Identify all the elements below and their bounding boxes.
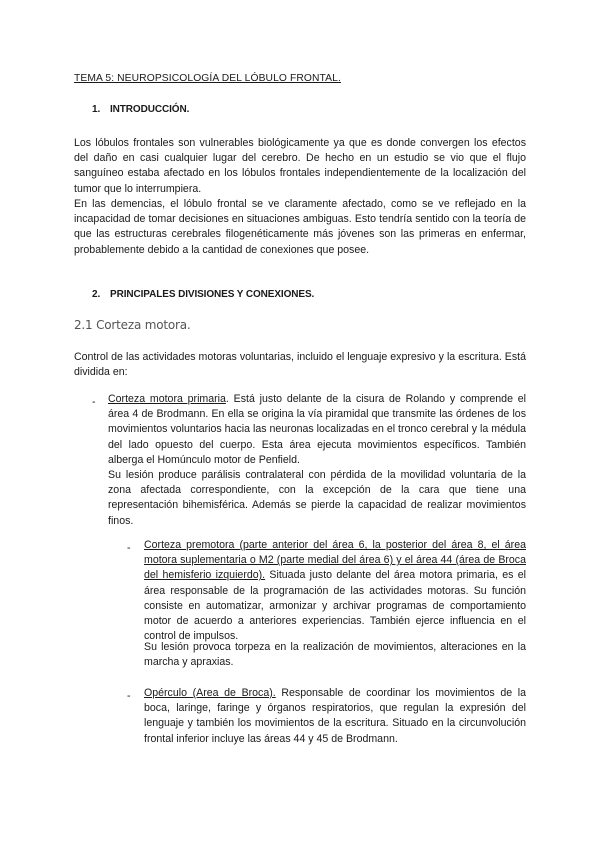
premotor-cortex-item [144,538,526,644]
term-corteza-premotora: Corteza premotora (parte anterior del área 6, la posterior del área 8, el área motora suplementaria o M2 (parte medial del área 6) y el área 44 (área de Broca del hemisferio izquierdo). [144,539,526,582]
document-title: TEMA 5: NEUROPSICOLOGÍA DEL LÓBULO FRONTAL. [74,73,341,84]
item-text: . Está justo delante de la cisura de Rolando y comprende el área 4 de Brodmann. En ella se origina la vía piramidal que transmite las órdenes de los movimientos voluntarios hacia las neuronas localizadas en el tronco cerebral y la médula del lado opuesto del cuerpo. Esta área ejecuta movimientos específicos. También alberga el Homúnculo motor de Penfield. [108,393,526,466]
primary-motor-cortex-item [108,392,526,468]
section-number: 2. [92,289,101,300]
item-text: Situada justo delante del área motora primaria, es el área responsable de la programación de las actividades motoras. Su función consiste en automatizar, armonizar y archivar programas de comportamiento motor de acuerdo a anteriores experiencias. También ejerce influencia en el control de impulsos. [144,569,526,643]
list-bullet: - [127,542,131,554]
section-heading-introduccion [92,104,189,115]
premotor-cortex-lesion: Su lesión provoca torpeza en la realización de movimientos, alteraciones en la marcha y apraxias. [144,641,526,669]
term-operculo: Opérculo (Area de Broca). [144,687,276,699]
section-title: INTRODUCCIÓN. [110,104,190,115]
item-text: Responsable de coordinar los movimientos de la boca, laringe, faringe y órganos respiratorios, que regulan la expresión del lenguaje y también los movimientos de la escritura. Situado en la circunvolución frontal inferior incluye las áreas 44 y 45 de Brodmann. [144,687,526,745]
list-bullet: - [92,396,96,408]
motor-cortex-intro: Control de las actividades motoras voluntarias, incluido el lenguaje expresivo y la escritura. Está dividida en: [74,351,526,379]
term-corteza-motora-primaria: Corteza motora primaria [108,393,226,405]
operculum-item [144,686,526,747]
intro-paragraph-2: En las demencias, el lóbulo frontal se ve claramente afectado, como se ve reflejado en la incapacidad de tomar decisiones en situaciones ambiguas. Esto tendría sentido con la teoría de que las estructuras cerebrales filogenéticamente más jóvenes son las primeras en enfermar, probablemente debido a la cantidad de conexiones que posee. [74,198,526,256]
section-title: PRINCIPALES DIVISIONES Y CONEXIONES. [110,289,315,300]
subsection-heading: 2.1 Corteza motora. [74,318,191,332]
section-heading-divisiones [92,289,314,300]
list-bullet: - [127,690,131,702]
intro-paragraph-1: Los lóbulos frontales son vulnerables biológicamente ya que es donde convergen los efectos del daño en casi cualquier lugar del cerebro. De hecho en un estudio se vio que el flujo sanguíneo estaba afectado en los lóbulos frontales independientemente de la localización del tumor que lo interrumpiera. [74,137,526,195]
primary-motor-cortex-lesion: Su lesión produce parálisis contralateral con pérdida de la movilidad voluntaria de la zona afectada correspondiente, con la excepción de la cara que tiene una representación bihemisférica. Además se pierde la capacidad de realizar movimientos finos. [108,469,526,527]
section-number: 1. [92,104,101,115]
